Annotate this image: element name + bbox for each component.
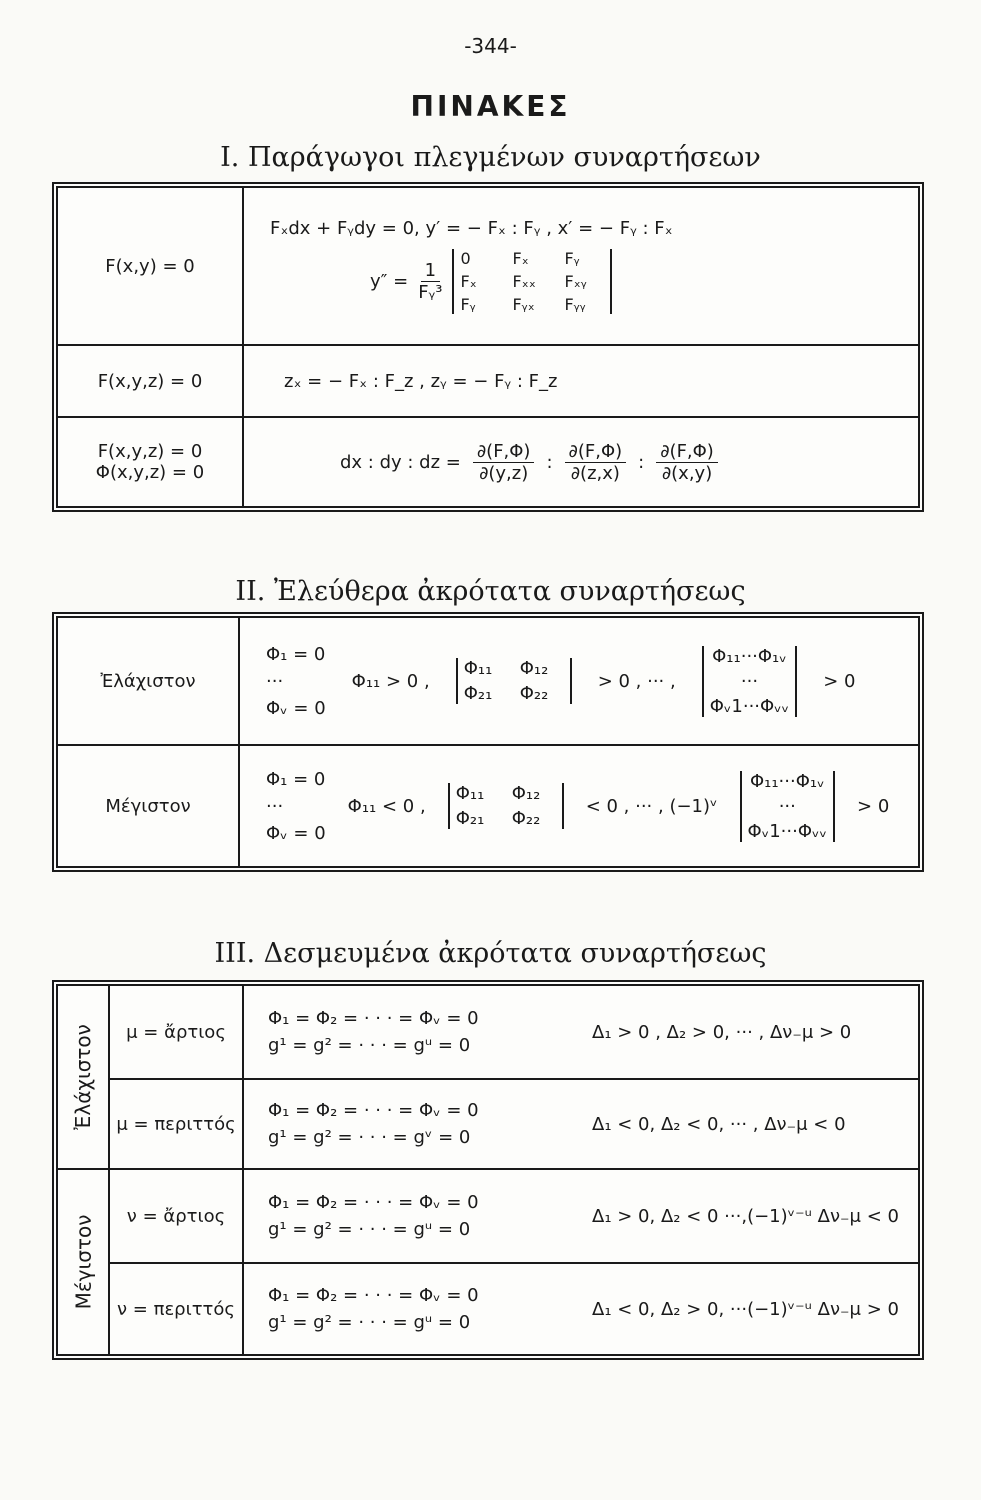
row-label: F(x,y) = 0 — [58, 188, 244, 344]
second-derivative-lhs: y″ = — [370, 271, 409, 292]
first-derivatives-line: Fₓdx + Fᵧdy = 0, y′ = − Fₓ : Fᵧ , x′ = − Fᵧ : Fₓ — [270, 218, 673, 239]
page-title: ΠΙΝΑΚΕΣ — [410, 90, 571, 123]
first-condition: Φ₁₁ > 0 , — [351, 670, 430, 692]
table-row — [110, 1080, 918, 1170]
table-row — [58, 418, 918, 506]
sign-conditions: Δ₁ > 0 , Δ₂ > 0, ··· , Δν₋μ > 0 — [592, 1021, 852, 1043]
det-entry: Φ₁₁···Φ₁ᵥ — [712, 645, 787, 667]
page-number: -344- — [464, 34, 517, 58]
det-entry: Φ₁₂ — [511, 783, 541, 804]
equation-line: g¹ = g² = · · · = gᵘ = 0 — [268, 1035, 471, 1056]
partial-derivatives: zₓ = − Fₓ : F_z , zᵧ = − Fᵧ : F_z — [284, 370, 558, 392]
group-label-maximum — [58, 1170, 110, 1354]
det-entry: Φ₂₂ — [511, 808, 541, 829]
det-entry: Φ₁₁ — [463, 658, 493, 679]
row-label: Μέγιστον — [58, 746, 240, 866]
det-entry: Φ₁₁···Φ₁ᵥ — [749, 770, 825, 792]
equation-line: Φ₁ = Φ₂ = · · · = Φᵥ = 0 — [268, 1285, 479, 1306]
hessian-determinant — [452, 249, 612, 314]
row-label: ν = ἄρτιος — [110, 1170, 244, 1262]
row-label: F(x,y,z) = 0 — [58, 346, 244, 416]
condition-line: ··· — [266, 795, 284, 817]
implicit-derivatives-table — [52, 182, 924, 512]
equation-line: Φ₁ = Φ₂ = · · · = Φᵥ = 0 — [268, 1192, 479, 1213]
jacobian-2 — [565, 441, 627, 484]
numerator: ∂(F,Φ) — [656, 441, 718, 463]
det-entry: Fᵧₓ — [512, 295, 535, 314]
det-entry: Fₓᵧ — [564, 272, 587, 291]
det-nxn — [702, 646, 797, 717]
ratio-lhs: dx : dy : dz = — [340, 451, 461, 473]
det-entry: Fᵧᵧ — [564, 295, 586, 314]
group-label-text: Ἐλάχιστον — [71, 1024, 95, 1130]
equation-line: g¹ = g² = · · · = gᵘ = 0 — [268, 1312, 471, 1333]
numerator: ∂(F,Φ) — [565, 441, 627, 463]
row-label — [58, 418, 244, 506]
condition-line: Φᵥ = 0 — [266, 822, 326, 844]
constraint-equations — [268, 1100, 479, 1148]
det-entry: Φ₂₂ — [519, 683, 549, 704]
condition-line: Φ₁ = 0 — [266, 643, 326, 665]
constraint-equations — [268, 1008, 479, 1056]
row-label: μ = ἄρτιος — [110, 986, 244, 1078]
separator: : — [546, 451, 553, 473]
stationary-conditions — [266, 644, 326, 719]
jacobian-1 — [473, 441, 535, 484]
det-entry: Φ₂₁ — [463, 683, 493, 704]
end-condition: > 0 — [857, 795, 890, 817]
sign-conditions: Δ₁ > 0, Δ₂ < 0 ···,(−1)ᵛ⁻ᵘ Δν₋μ < 0 — [592, 1205, 899, 1227]
constraint-equations — [268, 1285, 479, 1333]
equation-line: Φ₁ = Φ₂ = · · · = Φᵥ = 0 — [268, 1008, 479, 1029]
jacobian-3 — [656, 441, 718, 484]
det-entry: Φ₁₂ — [519, 658, 549, 679]
det-entry: Φᵥ1···Φᵥᵥ — [709, 695, 790, 717]
end-condition: > 0 — [823, 670, 856, 692]
det-entry: Fᵧ — [564, 249, 580, 268]
table-row — [58, 746, 918, 866]
section-2-title: II. Ἐλεύθερα ἀκρότατα συναρτήσεως — [235, 576, 746, 607]
det-entry: Φ₂₁ — [455, 808, 485, 829]
equation-line: g¹ = g² = · · · = gᵘ = 0 — [268, 1219, 471, 1240]
condition-line: ··· — [266, 670, 284, 692]
numerator: ∂(F,Φ) — [473, 441, 535, 463]
equation-f: F(x,y,z) = 0 — [97, 441, 203, 462]
group-label-text: Μέγιστον — [71, 1214, 96, 1310]
table-row — [110, 986, 918, 1080]
equation-line: Φ₁ = Φ₂ = · · · = Φᵥ = 0 — [268, 1100, 479, 1121]
det-entry: ··· — [740, 670, 759, 692]
det-entry: Fₓ — [512, 249, 529, 268]
row-label: Ἐλάχιστον — [58, 618, 240, 744]
section-3-title: III. Δεσμευμένα ἀκρότατα συναρτήσεως — [214, 938, 767, 969]
constrained-extrema-table — [52, 980, 924, 1360]
denominator: ∂(y,z) — [479, 462, 529, 484]
det-entry: ··· — [778, 795, 796, 817]
denominator: Fᵧ³ — [418, 282, 443, 303]
det-entry: Φᵥ1···Φᵥᵥ — [747, 820, 828, 842]
det-entry: Fₓ — [460, 272, 477, 291]
group-label-minimum — [58, 986, 110, 1170]
det-entry: Φ₁₁ — [455, 783, 485, 804]
det-2x2 — [448, 783, 564, 829]
fraction — [418, 260, 442, 303]
free-extrema-table — [52, 612, 924, 872]
constraint-equations — [268, 1192, 479, 1240]
table-row — [58, 188, 918, 346]
sign-conditions: Δ₁ < 0, Δ₂ < 0, ··· , Δν₋μ < 0 — [592, 1113, 846, 1135]
sign-conditions: Δ₁ < 0, Δ₂ > 0, ···(−1)ᵛ⁻ᵘ Δν₋μ > 0 — [592, 1298, 899, 1320]
det-nxn — [740, 771, 835, 842]
condition-line: Φ₁ = 0 — [266, 768, 326, 790]
det-entry: Fₓₓ — [512, 272, 536, 291]
det-entry: Fᵧ — [460, 295, 476, 314]
first-condition: Φ₁₁ < 0 , — [347, 795, 426, 817]
denominator: ∂(x,y) — [661, 462, 713, 484]
row-label: μ = περιττός — [110, 1080, 244, 1168]
denominator: ∂(z,x) — [570, 462, 620, 484]
det-2x2 — [456, 658, 572, 704]
equation-line: g¹ = g² = · · · = gᵛ = 0 — [268, 1127, 471, 1148]
stationary-conditions — [266, 769, 326, 844]
numerator: 1 — [421, 260, 440, 282]
separator: : — [638, 451, 645, 473]
row-label: ν = περιττός — [110, 1264, 244, 1354]
condition-line: Φᵥ = 0 — [266, 697, 326, 719]
table-row — [110, 1170, 918, 1264]
table-row — [58, 346, 918, 418]
equation-phi: Φ(x,y,z) = 0 — [95, 462, 205, 483]
det-entry: 0 — [460, 249, 471, 268]
table-row — [58, 618, 918, 746]
middle-condition: > 0 , ··· , — [597, 670, 676, 692]
table-row — [110, 1264, 918, 1354]
section-1-title: I. Παράγωγοι πλεγμένων συναρτήσεων — [220, 142, 761, 173]
middle-condition: < 0 , ··· , (−1)ᵛ — [585, 795, 718, 817]
